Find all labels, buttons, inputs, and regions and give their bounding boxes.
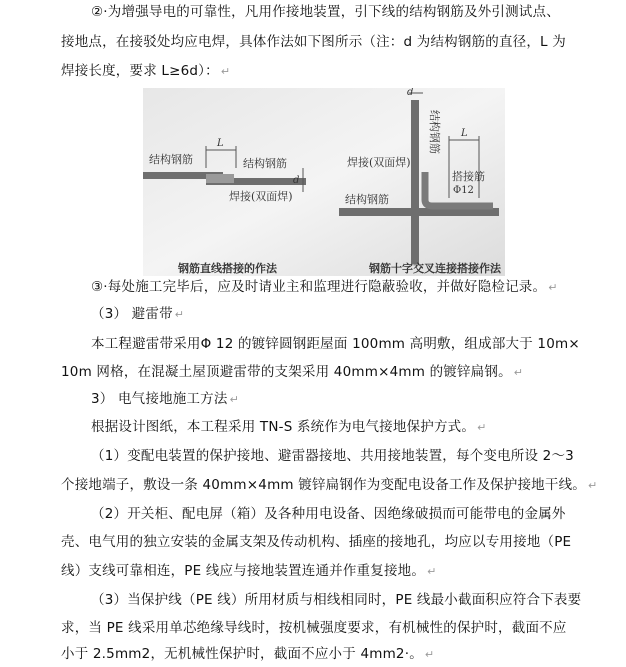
label-d: d [293,175,300,186]
label-L-right: L [461,128,468,139]
paragraph-line: 求，当 PE 线采用单芯绝缘导线时，按机械强度要求，有机械性的保护时，截面不应 [61,620,567,636]
paragraph-line: 线）支线可靠相连，PE 线应与接地装置连通并作重复接地。 ↵ [61,563,437,579]
paragraph-line: ②·为增强导电的可靠性，凡用作接地装置，引下线的结构钢筋及外引测试点、 [91,4,560,20]
section-heading: 3） 电气接地施工方法 ↵ [91,391,240,407]
paragraph-line: 接地点，在接驳处均应电焊，具体作法如下图所示（注：d 为结构钢筋的直径，L 为 [61,34,566,50]
paragraph-line: （2）开关柜、配电屏（箱）及各种用电设备、因绝缘破损而可能带电的金属外 [91,506,566,522]
paragraph-line: 10m 网格，在混凝土屋顶避雷带的支架采用 40mm×4mm 的镀锌扁钢。 ↵ [61,364,524,380]
paragraph-line: 小于 2.5mm2，无机械性保护时，截面不应小于 4mm2·。 ↵ [61,646,435,662]
left-caption: 钢筋直线搭接的作法 [178,262,277,275]
weld-zone [206,174,234,183]
photo-background [143,88,505,276]
label-d-right: d [407,88,414,98]
paragraph-line: （3）当保护线（PE 线）所用材质与相线相同时，PE 线最小截面积应符合下表要 [91,592,582,608]
label-rebar-a: 结构钢筋 [149,153,193,166]
label-weld-right: 焊接(双面焊) [347,156,411,169]
paragraph-line: 个接地端子，敷设一条 40mm×4mm 镀锌扁钢作为变配电设备工作及保护接地干线。 ↵ [61,477,598,493]
label-L: L [217,138,224,149]
section-heading: （3） 避雷带 ↵ [91,306,185,322]
label-rebar-horizontal: 结构钢筋 [345,193,389,206]
right-caption: 钢筋十字交叉连接搭接作法 [369,262,501,275]
label-rebar-b: 结构钢筋 [243,157,287,170]
paragraph-mark: ↵ [220,65,231,78]
label-lap: 搭接筋 [452,170,485,183]
paragraph-line: 根据设计图纸，本工程采用 TN-S 系统作为电气接地保护方式。 ↵ [91,419,487,435]
paragraph-line: 壳、电气用的独立安装的金属支架及传动机构、插座的接地孔，均应以专用接地（PE [61,534,572,550]
label-weld: 焊接(双面焊) [229,190,293,203]
paragraph-line: ③·每处施工完毕后，应及时请业主和监理进行隐蔽验收，并做好隐检记录。 ↵ [91,279,558,295]
paragraph-line: 焊接长度，要求 L≥6d）： ↵ [61,63,231,79]
paragraph-line: 本工程避雷带采用Φ 12 的镀锌圆钢距屋面 100mm 高明敷，组成部大于 10m× [91,336,580,352]
rebar-vertical [411,100,419,264]
label-rebar-vertical: 结构钢筋 [428,110,441,154]
rebar-welding-figure [143,88,505,276]
label-phi: Φ12 [453,185,474,196]
paragraph-line: （1）变配电装置的保护接地、避雷器接地、共用接地装置，每个变电所设 2～3 [91,448,574,464]
